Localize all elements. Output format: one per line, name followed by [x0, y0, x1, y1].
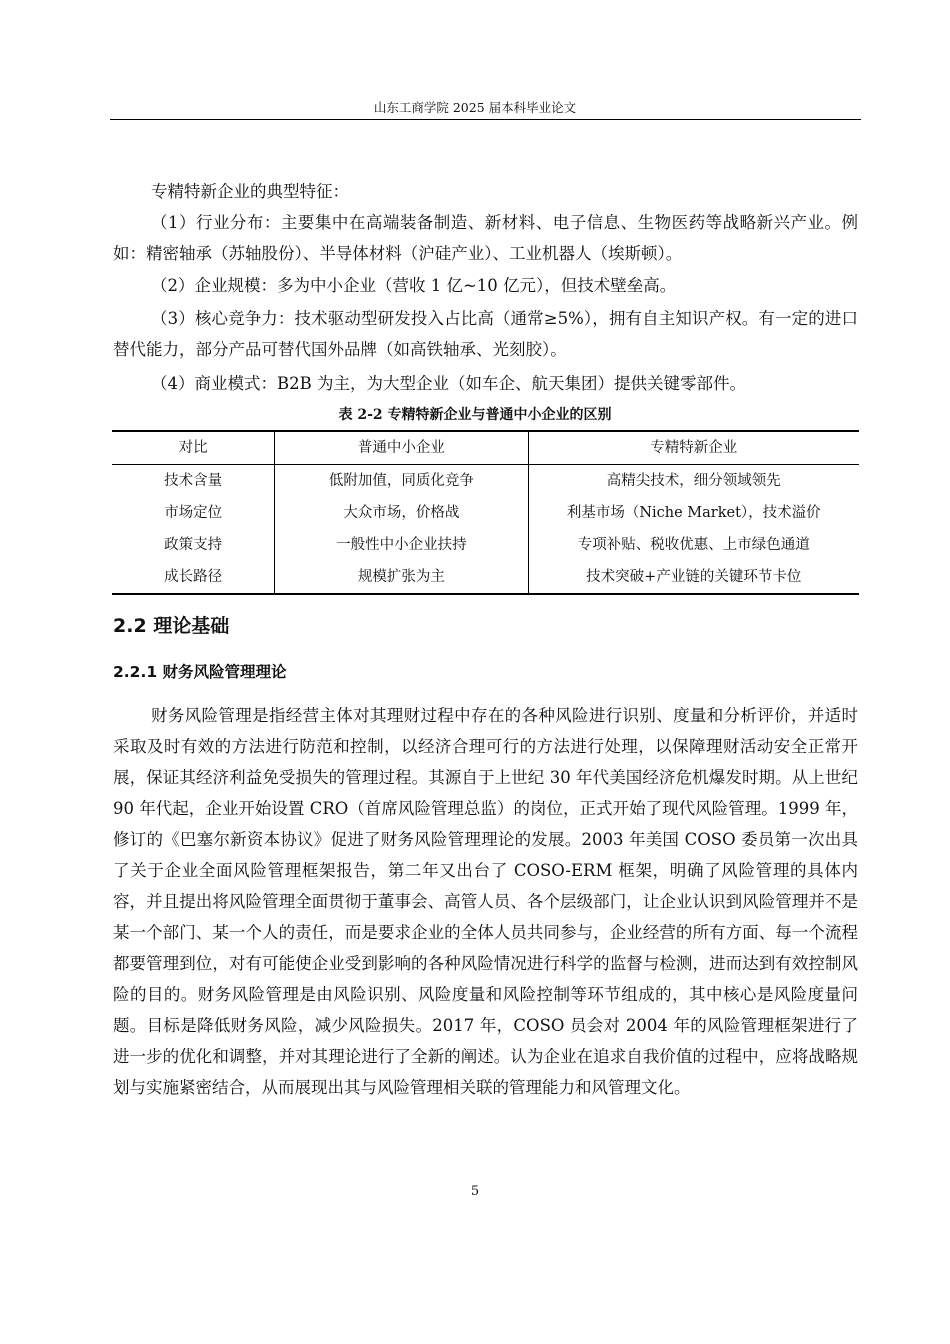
- table-cell: 一般性中小企业扶持: [275, 529, 528, 561]
- table-cell: 专项补贴、税收优惠、上市绿色通道: [528, 529, 859, 561]
- table-header-cell: 对比: [178, 440, 208, 456]
- comparison-table: [112, 430, 859, 595]
- feature-item-competitiveness: （3）核心竞争力：技术驱动型研发投入占比高（通常≥5%），拥有自主知识产权。有一定的进口替代能力，部分产品可替代国外品牌（如高铁轴承、光刻胶）。: [113, 309, 858, 359]
- table-cell: 市场定位: [164, 505, 223, 521]
- running-header: 山东工商学院 2025 届本科毕业论文: [373, 100, 577, 115]
- feature-item-business-model: （4）商业模式：B2B 为主，为大型企业（如车企、航天集团）提供关键零部件。: [151, 374, 746, 393]
- features-intro: 专精特新企业的典型特征：: [151, 182, 349, 201]
- table-caption: 表 2-2 专精特新企业与普通中小企业的区别: [338, 407, 612, 423]
- feature-item-scale: （2）企业规模：多为中小企业（营收 1 亿~10 亿元），但技术壁垒高。: [151, 276, 677, 295]
- table-cell: 利基市场（Niche Market），技术溢价: [528, 497, 859, 529]
- section-heading: 2.2 理论基础: [113, 615, 230, 637]
- feature-item-industry: （1）行业分布：主要集中在高端装备制造、新材料、电子信息、生物医药等战略新兴产业。例如：精密轴承（苏轴股份）、半导体材料（沪硅产业）、工业机器人（埃斯顿）。: [113, 213, 858, 263]
- table-cell: 高精尖技术，细分领域领先: [528, 465, 859, 498]
- table-row: [112, 497, 859, 529]
- table-header-cell: 专精特新企业: [528, 431, 859, 465]
- table-cell: 低附加值，同质化竞争: [275, 465, 528, 498]
- page-number: 5: [470, 1184, 480, 1199]
- table-header-cell: 普通中小企业: [275, 431, 528, 465]
- header-rule: [110, 119, 861, 120]
- subsection-heading: 2.2.1 财务风险管理理论: [113, 663, 287, 681]
- table-header-row: [112, 431, 859, 465]
- table-cell: 成长路径: [164, 569, 223, 585]
- table-cell: 技术含量: [164, 473, 223, 489]
- table-cell: 规模扩张为主: [275, 561, 528, 594]
- table-row: [112, 561, 859, 594]
- table-row: [112, 529, 859, 561]
- table-cell: 技术突破+产业链的关键环节卡位: [528, 561, 859, 594]
- table-row: [112, 465, 859, 498]
- table-cell: 政策支持: [164, 537, 223, 553]
- theory-body-paragraph: 财务风险管理是指经营主体对其理财过程中存在的各种风险进行识别、度量和分析评价，并适时采取及时有效的方法进行防范和控制，以经济合理可行的方法进行处理，以保障理财活动安全正常开展，保证其经济利益免受损失的管理过程。其源自于上世纪 30 年代美国经济危机爆发时期。从上世纪 90 年代起，企业开始设置 CRO（首席风险管理总监）的岗位，正式开始了现代风险管理。1999 年，修订的《巴塞尔新资本协议》促进了财务风险管理理论的发展。2003 年美国 COSO 委员第一次出具了关于企业全面风险管理框架报告，第二年又出台了 COSO-ERM 框架，明确了风险管理的具体内容，并且提出将风险管理全面贯彻于董事会、高管人员、各个层级部门，让企业认识到风险管理并不是某一个部门、某一个人的责任，而是要求企业的全体人员共同参与，企业经营的所有方面、每一个流程都要管理到位，对有可能使企业受到影响的各种风险情况进行科学的监督与检测，进而达到有效控制风险的目的。财务风险管理是由风险识别、风险度量和风险控制等环节组成的，其中核心是风险度量问题。目标是降低财务风险，减少风险损失。2017 年，COSO 员会对 2004 年的风险管理框架进行了进一步的优化和调整，并对其理论进行了全新的阐述。认为企业在追求自我价值的过程中，应将战略规划与实施紧密结合，从而展现出其与风险管理相关联的管理能力和风管理文化。: [113, 706, 858, 1097]
- table-cell: 大众市场，价格战: [275, 497, 528, 529]
